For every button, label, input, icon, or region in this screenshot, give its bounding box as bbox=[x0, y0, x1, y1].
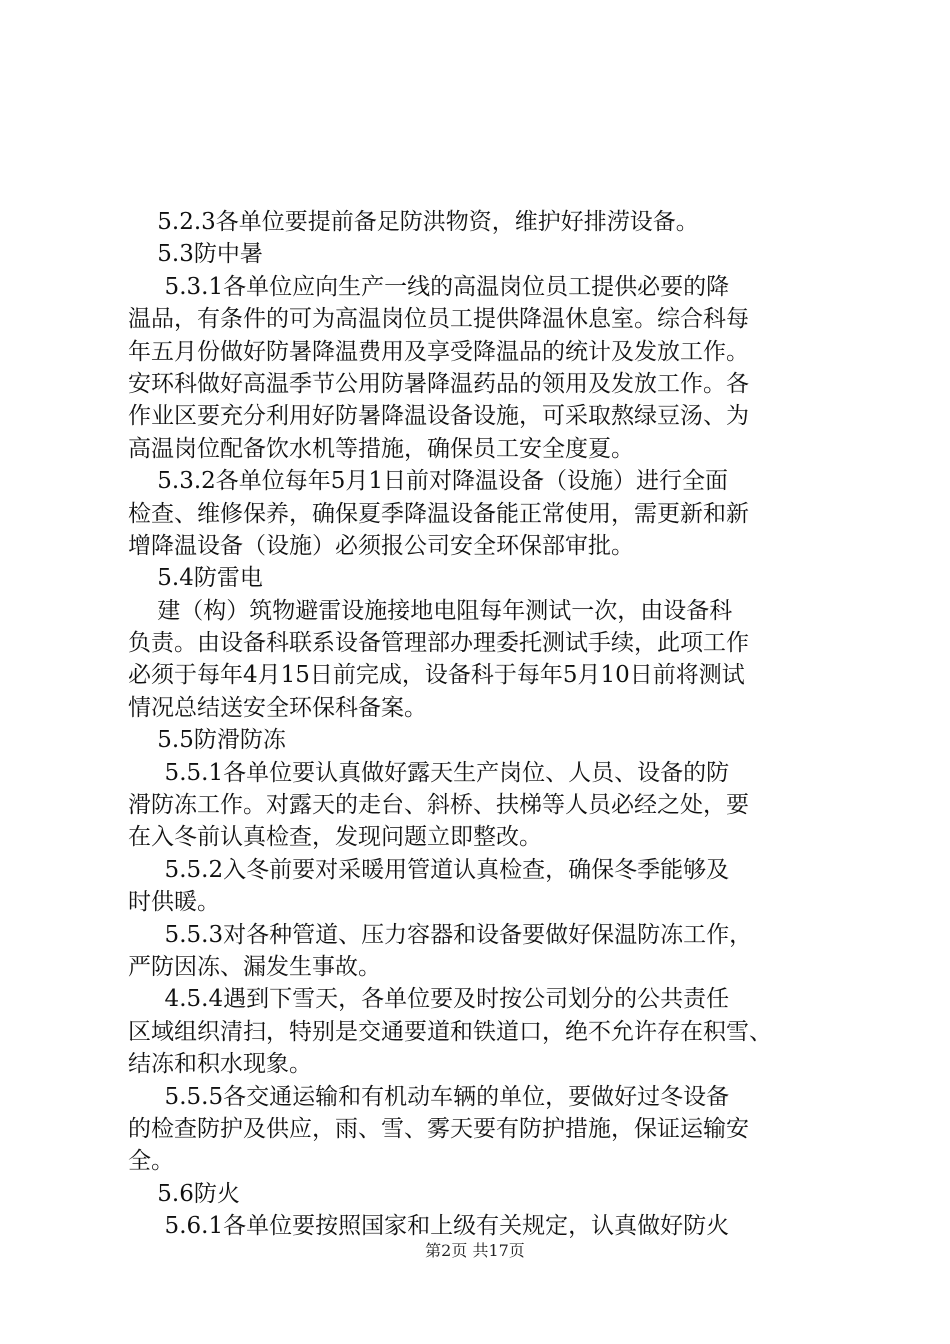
text-line: 安环科做好高温季节公用防暑降温药品的领用及发放工作。各 bbox=[128, 370, 749, 397]
text-line: 区域组织清扫，特别是交通要道和铁道口，绝不允许存在积雪、 bbox=[128, 1018, 772, 1045]
section-heading: 5.6防火 bbox=[128, 1180, 240, 1207]
section-heading: 5.5防滑防冻 bbox=[128, 727, 286, 754]
text-line: 5.3.1各单位应向生产一线的高温岗位员工提供必要的降 bbox=[128, 273, 730, 300]
text-line: 4.5.4遇到下雪天，各单位要及时按公司划分的公共责任 bbox=[128, 986, 730, 1013]
document-body bbox=[128, 206, 830, 1243]
text-line: 5.5.1各单位要认真做好露天生产岗位、人员、设备的防 bbox=[128, 759, 730, 786]
text-line: 时供暖。 bbox=[128, 889, 220, 916]
text-line: 5.2.3各单位要提前备足防洪物资，维护好排涝设备。 bbox=[128, 209, 699, 235]
page-number-footer: 第2页 共17页 bbox=[425, 1241, 525, 1260]
text-line: 负责。由设备科联系设备管理部办理委托测试手续，此项工作 bbox=[128, 630, 749, 657]
text-line: 高温岗位配备饮水机等措施，确保员工安全度夏。 bbox=[128, 435, 634, 462]
text-line: 5.5.5各交通运输和有机动车辆的单位，要做好过冬设备 bbox=[128, 1083, 730, 1110]
text-line: 建（构）筑物避雷设施接地电阻每年测试一次，由设备科 bbox=[128, 597, 733, 624]
text-line: 全。 bbox=[128, 1148, 174, 1175]
text-line: 5.5.3对各种管道、压力容器和设备要做好保温防冻工作， bbox=[128, 921, 753, 948]
section-heading: 5.4防雷电 bbox=[128, 565, 263, 592]
text-line: 5.5.2入冬前要对采暖用管道认真检查，确保冬季能够及 bbox=[128, 856, 730, 883]
text-line: 增降温设备（设施）必须报公司安全环保部审批。 bbox=[128, 532, 634, 559]
text-line: 5.6.1各单位要按照国家和上级有关规定，认真做好防火 bbox=[128, 1213, 730, 1240]
section-heading: 5.3防中暑 bbox=[128, 241, 263, 268]
text-line: 必须于每年4月15日前完成，设备科于每年5月10日前将测试 bbox=[128, 662, 745, 689]
text-line: 滑防冻工作。对露天的走台、斜桥、扶梯等人员必经之处，要 bbox=[128, 792, 749, 819]
text-line: 的检查防护及供应，雨、雪、雾天要有防护措施，保证运输安 bbox=[128, 1115, 749, 1142]
text-line: 严防因冻、漏发生事故。 bbox=[128, 953, 381, 980]
text-line: 温品，有条件的可为高温岗位员工提供降温休息室。综合科每 bbox=[128, 306, 749, 333]
text-line: 5.3.2各单位每年5月1日前对降温设备（设施）进行全面 bbox=[128, 468, 729, 495]
text-line: 检查、维修保养，确保夏季降温设备能正常使用，需更新和新 bbox=[128, 500, 749, 527]
text-line: 年五月份做好防暑降温费用及享受降温品的统计及发放工作。 bbox=[128, 338, 749, 365]
text-line: 结冻和积水现象。 bbox=[128, 1051, 312, 1078]
text-line: 作业区要充分利用好防暑降温设备设施，可采取熬绿豆汤、为 bbox=[128, 403, 749, 430]
text-line: 情况总结送安全环保科备案。 bbox=[128, 694, 427, 721]
text-line: 在入冬前认真检查，发现问题立即整改。 bbox=[128, 824, 542, 851]
